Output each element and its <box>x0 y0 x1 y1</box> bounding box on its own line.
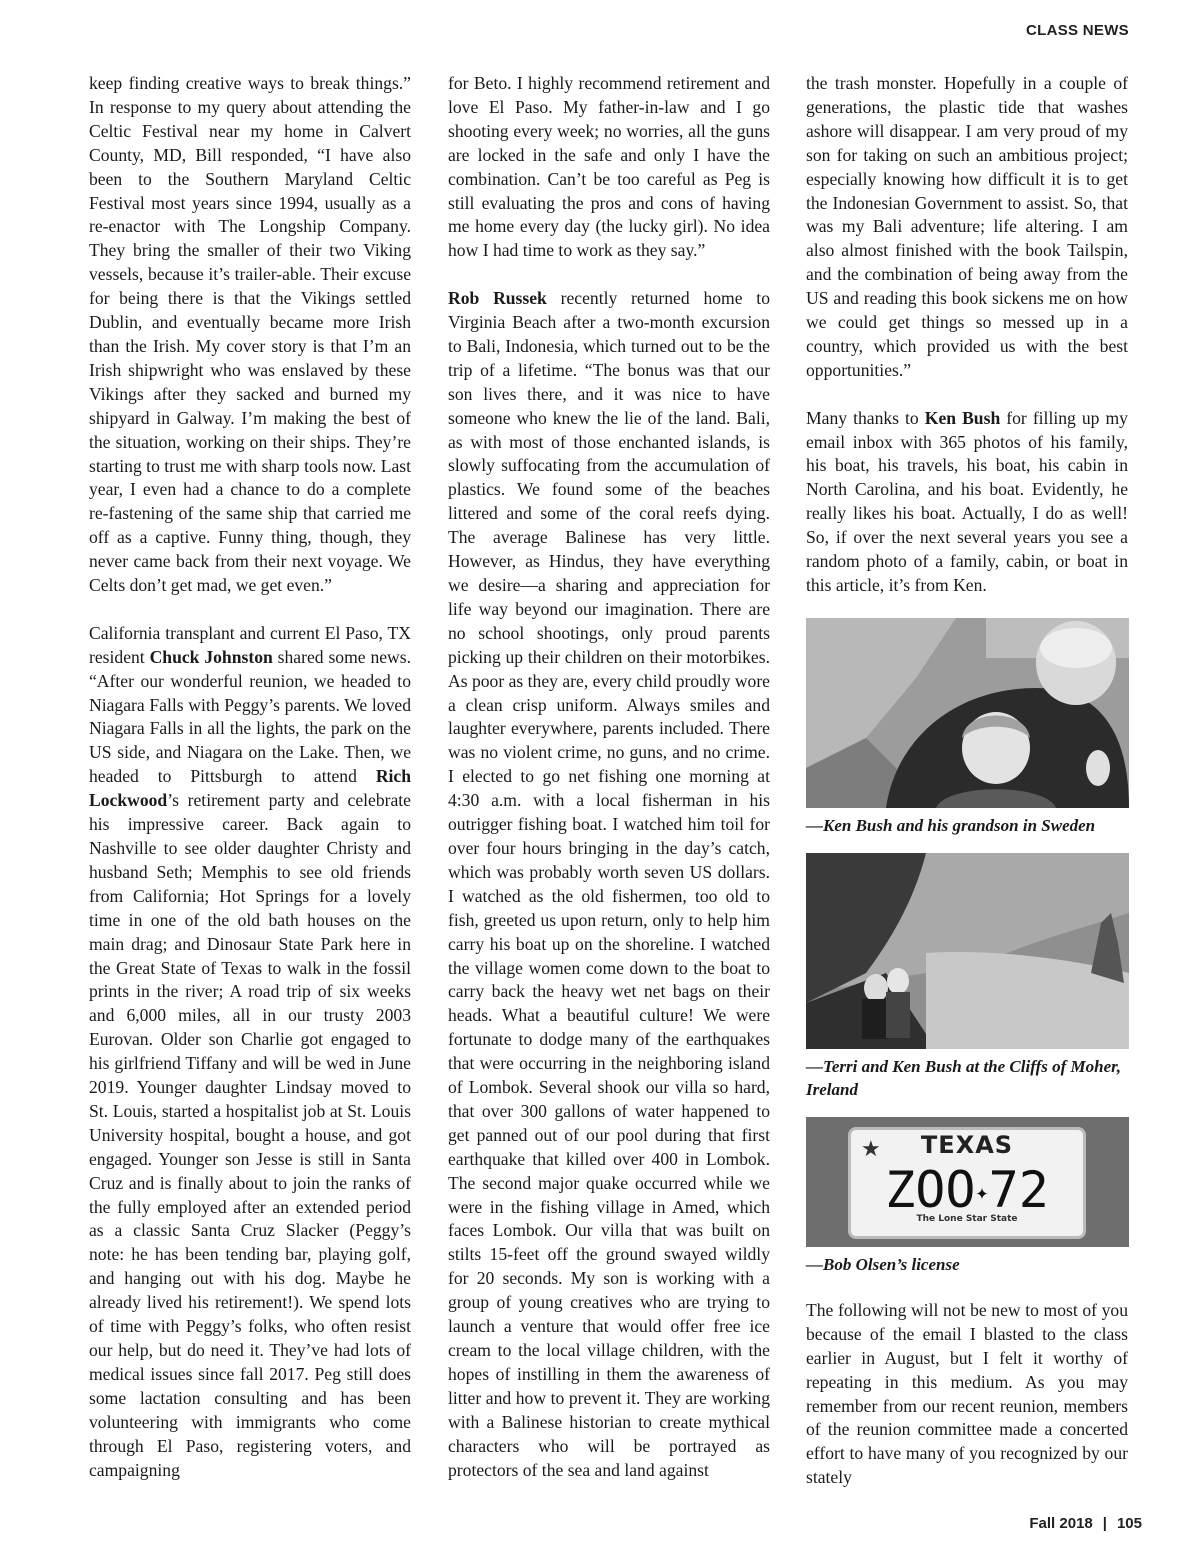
column-2 <box>448 72 770 1482</box>
caption-cliffs-of-moher: —Terri and Ken Bush at the Cliffs of Moher, Ireland <box>806 1056 1122 1099</box>
column-3 <box>806 72 1128 1490</box>
photo-license-plate <box>806 1117 1129 1247</box>
photo-cliffs-of-moher <box>806 853 1129 1049</box>
texas-shape-icon: ✦ <box>975 1180 989 1206</box>
paragraph-chuck-johnston <box>89 622 411 1483</box>
caption-ken-grandson: —Ken Bush and his grandson in Sweden <box>806 815 1096 835</box>
page-number: 105 <box>1116 1515 1142 1532</box>
text-run: Many thanks to <box>806 407 925 428</box>
plate-slogan: The Lone Star State <box>916 1214 1018 1225</box>
name-rich-lockwood: Rich Lockwood <box>89 766 411 811</box>
section-label: CLASS NEWS <box>1025 22 1129 39</box>
paragraph-rob-russek <box>448 287 770 1482</box>
paragraph-reunion-committee: The following will not be new to most of you because of the email I blasted to the class earlier in August, but I felt it worthy of repeating in this medium. As you may remember from our recent reunion, members of the reunion committee made a concerted effort to have many of you recognized by our stately <box>806 1299 1128 1488</box>
name-rob-russek: Rob Russek <box>448 288 547 309</box>
plate-number-part-2: 72 <box>988 1160 1049 1219</box>
text-run: California transplant and current El Paso, TX resident <box>89 622 411 667</box>
text-run: for filling up my email inbox with 365 photos of his family, his boat, his travels, his boat, his cabin in North Carolina, and his boat. Evidently, he really likes his boat. Actually, I do as well! So, if over the next several years you see a random photo of a family, cabin, or boat in this article, it’s from Ken. <box>806 407 1128 596</box>
paragraph-bill-celtic: keep finding creative ways to break things.” In response to my query about attending the Celtic Festival near my home in Calvert County, MD, Bill responded, “I have also been to the Southern Maryland Celtic Festival most years since 1994, usually as a re-enactor with The Longship Company. They bring the smaller of their two Viking vessels, because it’s trailer-able. Their excuse for being there is that the Vikings settled Dublin, and eventually became more Irish than the Irish. My cover story is that I’m an Irish shipwright who was enslaved by these Vikings after they sacked and burned my shipyard in Galway. I’m making the best of the situation, working on their ships. They’re starting to trust me with sharp tools now. Last year, I even had a chance to do a complete re-fastening of the same ship that carried me off as a captive. Funny thing, though, they never came back from their next voyage. We Celts don’t get mad, we get even.” <box>89 73 411 596</box>
text-run: shared some news. “After our wonderful reunion, we headed to Niagara Falls with Peggy’s parents. We loved Niagara Falls in all the lights, the park on the US side, and Niagara on the Lake. Then, we headed to Pittsburgh to attend <box>89 646 412 787</box>
caption-license: —Bob Olsen’s license <box>806 1254 960 1274</box>
photo-ken-grandson-image <box>806 618 1129 808</box>
license-plate <box>848 1127 1086 1239</box>
star-icon: ★ <box>861 1136 881 1162</box>
name-ken-bush: Ken Bush <box>924 407 1001 428</box>
plate-number-part-1: ZOO <box>885 1160 976 1219</box>
photo-cliffs-image <box>806 853 1129 1049</box>
page-footer <box>1029 1515 1142 1532</box>
paragraph-rob-continued: the trash monster. Hopefully in a couple of generations, the plastic tide that washes ashore will disappear. I am very proud of my son for taking on such an ambitious project; especially knowing how difficult it is to get the Indonesian Government to assist. So, that was my Bali adventure; life altering. I am also almost finished with the book Tailspin, and the combination of being away from the US and reading this book sickens me on how we could get things so messed up in a country, which provided us with the best opportunities.” <box>806 73 1128 380</box>
text-run: recently returned home to Virginia Beach after a two-month excursion to Bali, Indonesia, which turned out to be the trip of a lifetime. “The bonus was that our son lives there, and it was nice to have someone who knew the lie of the land. Bali, as with most of those enchanted islands, is slowly suffocating from the accumulation of plastics. We found some of the beaches littered and some of the coral reefs dying. The average Balinese has very little. However, as Hindus, they have everything we desire—a sharing and appreciation for life way beyond our imagination. There are no school shootings, only proud parents picking up their children on their motorbikes. As poor as they are, every child proudly wore a clean crisp uniform. Always smiles and laughter everywhere, parents included. There was no violent crime, no guns, and no crime. I elected to go net fishing one morning at 4:30 a.m. with a local fisherman in his outrigger fishing boat. I watched him toil for over four hours bringing in the day’s catch, which was probably worth seven US dollars. I watched as the old fishermen, too old to fish, greeted us upon return, only to help him carry his boat up on the shoreline. I watched the village women come down to the boat to carry back the heavy wet net bags on their heads. What a beautiful culture! We were fortunate to dodge many of the earthquakes that were occurring in the neighboring island of Lombok. Several shook our villa so hard, that over 300 gallons of water happened to get panned out of our pool during that first earthquake that killed over 400 in Lombok. The second major quake occurred while we were in the fishing village in Amed, which faces Lombok. Our villa that was built on stilts 15-feet off the ground swayed wildly for 20 seconds. My son is working with a group of young creatives who are trying to launch a venture that would offer free ice cream to the local village children, with the hopes of instilling in them the awareness of litter and how to prevent it. They are working with a Balinese historian to create mythical characters who will be portrayed as protectors of the sea and land against <box>448 288 770 1480</box>
column-1 <box>89 72 411 1482</box>
paragraph-chuck-continued: for Beto. I highly recommend retirement and love El Paso. My father-in-law and I go shooting every week; no worries, all the guns are locked in the safe and only I have the combination. Can’t be too careful as Peg is still evaluating the pros and cons of having me home every day (the lucky girl). No idea how I had time to work as they say.” <box>448 73 770 261</box>
plate-state: TEXAS <box>920 1130 1014 1159</box>
issue-label: Fall 2018 <box>1029 1515 1093 1532</box>
photo-ken-grandson <box>806 618 1129 808</box>
name-chuck-johnston: Chuck Johnston <box>149 646 273 667</box>
footer-separator: | <box>1102 1515 1107 1532</box>
paragraph-ken-bush <box>806 407 1128 598</box>
text-run: ’s retirement party and celebrate his impressive career. Back again to Nashville to see older daughter Christy and husband Seth; Memphis to see old friends from California; Hot Springs for a lovely time in one of the old bath houses on the main drag; and Dinosaur State Park here in the Great State of Texas to walk in the fossil prints in the river; A road trip of six weeks and 6,000 miles, all in our trusty 2003 Eurovan. Older son Charlie got engaged to his girlfriend Tiffany and will be wed in June 2019. Younger daughter Lindsay moved to St. Louis, started a hospitalist job at St. Louis University hospital, bought a house, and got engaged. Younger son Jesse is still in Santa Cruz and is finally about to join the ranks of the fully employed after an extended period as a classic Santa Cruz Slacker (Peggy’s note: he has been tending bar, playing golf, and hanging out with his dog. Maybe he already lived his retirement!). We spend lots of time with Peggy’s folks, who often resist our help, but do need it. They’ve had lots of medical issues since fall 2017. Peg still does some lactation consulting and has been volunteering with immigrants who come through El Paso, registering voters, and campaigning <box>89 790 411 1480</box>
